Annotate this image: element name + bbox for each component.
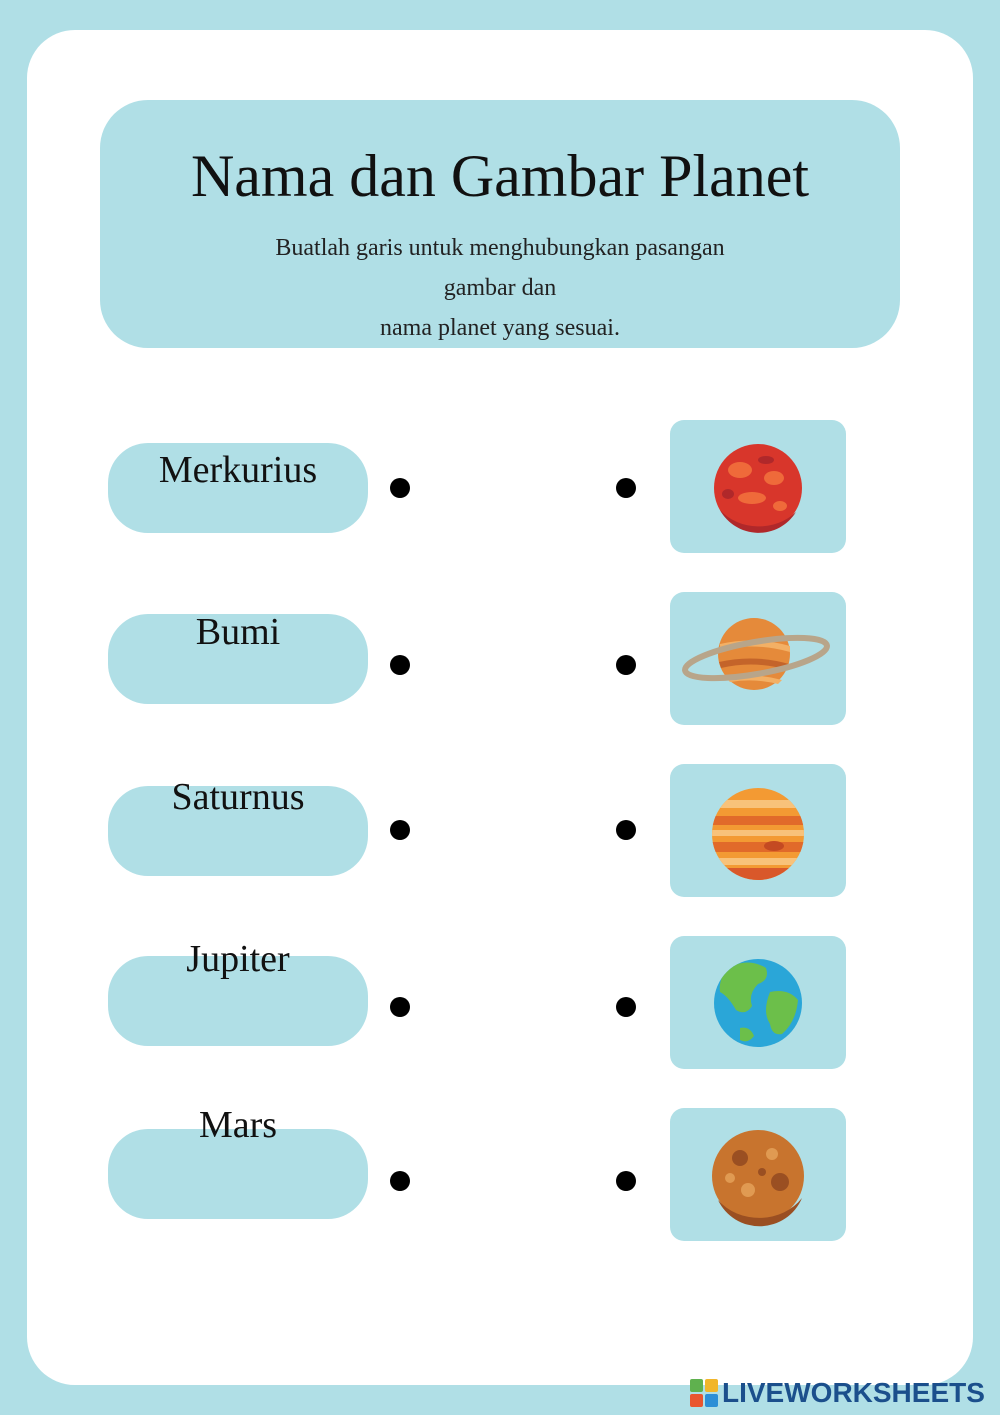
instructions-line-1: Buatlah garis untuk menghubungkan pasangan gambar dan [275,235,725,301]
liveworksheets-logo [690,1378,985,1408]
mars-brown-planet-icon [670,1108,846,1241]
left-connect-dot-2[interactable] [390,655,410,675]
jupiter-striped-planet-icon [670,764,846,897]
planet-name-5: Mars [198,1104,278,1146]
left-connect-dot-4[interactable] [390,997,410,1017]
liveworksheets-wordmark: LIVEWORKSHEETS [722,1377,985,1408]
page-title: Nama dan Gambar Planet [190,143,810,209]
instructions [260,228,740,348]
picture-box-3 [670,764,846,897]
earth-planet-icon [670,936,846,1069]
right-connect-dot-2[interactable] [616,655,636,675]
right-connect-dot-4[interactable] [616,997,636,1017]
picture-box-5 [670,1108,846,1241]
saturn-ringed-planet-icon [670,592,846,725]
left-connect-dot-5[interactable] [390,1171,410,1191]
right-connect-dot-3[interactable] [616,820,636,840]
planet-name-4: Jupiter [186,938,290,980]
right-connect-dot-1[interactable] [616,478,636,498]
left-connect-dot-3[interactable] [390,820,410,840]
liveworksheets-logo-icon [690,1379,718,1407]
mercury-red-planet-icon [670,420,846,553]
header-panel [100,100,900,348]
right-connect-dot-5[interactable] [616,1171,636,1191]
planet-name-2: Bumi [195,611,281,653]
picture-box-4 [670,936,846,1069]
planet-name-1: Merkurius [158,449,318,491]
instructions-line-2: nama planet yang sesuai. [380,315,620,341]
picture-box-1 [670,420,846,553]
picture-box-2 [670,592,846,725]
planet-name-3: Saturnus [171,776,305,818]
left-connect-dot-1[interactable] [390,478,410,498]
